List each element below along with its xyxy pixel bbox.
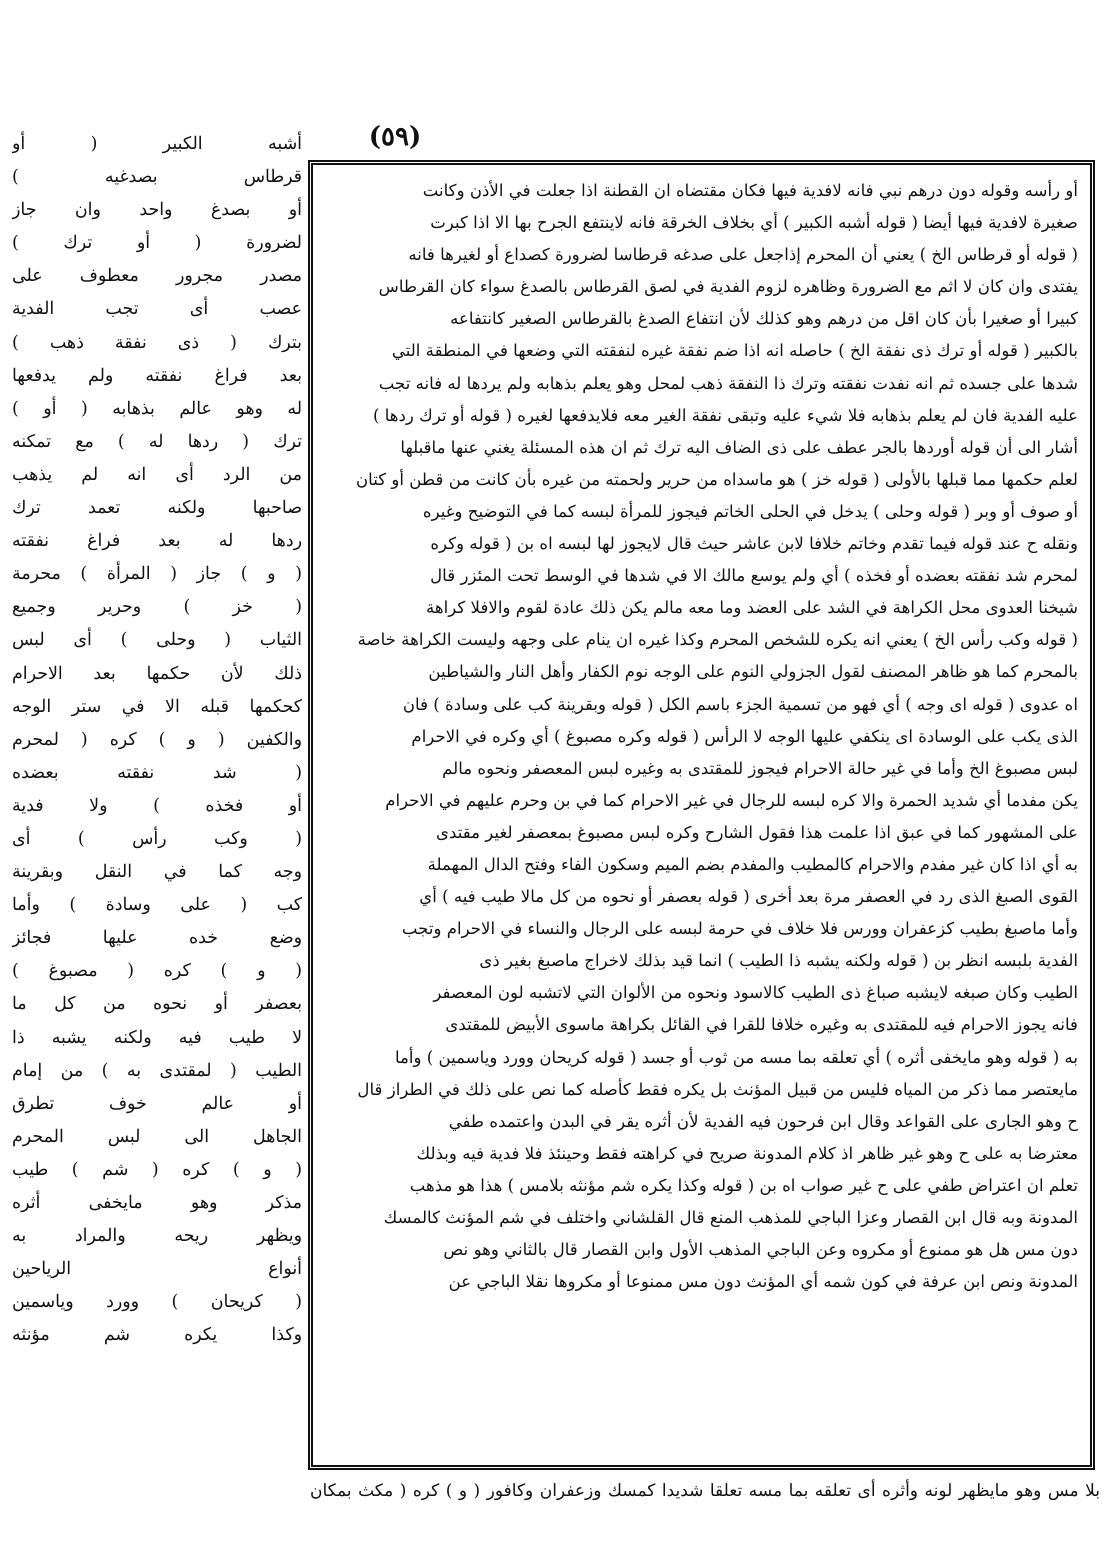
commentary-frame [308, 160, 1095, 1470]
matn-line: مذكر وهو مايخفى أثره [12, 1193, 302, 1213]
matn-line: ( خز ) وحرير وجميع [12, 597, 302, 618]
commentary-line: لبس مصبوغ الخ وأما في غير حالة الاحرام فيجوز للمقتدى به وغيره لبس المعصفر ونحوه مالم [442, 758, 1078, 778]
matn-line: كب ( على وسادة ) وأما [12, 895, 302, 916]
matn-line: ( شد نفقته بعضده [12, 762, 302, 783]
commentary-line: لمحرم شد نفقته بعضده أو فخذه ) أي ولم يوسع مالك الا في شدها في الوسط تحت المئزر قال [430, 566, 1078, 586]
matn-line: ( كريحان ) وورد وياسمين [12, 1292, 302, 1313]
matn-line: ترك ( ردها له ) مع تمكنه [12, 431, 302, 452]
commentary-line: المدونة ونص ابن عرفة في كون شمه أي المؤنث دون مس ممنوعا أو مكروها نقلا الباجي عن [448, 1272, 1078, 1292]
matn-line: لضرورة ( أو ترك ) [12, 233, 302, 254]
commentary-line: كبيرا أو صغيرا بأن كان اقل من درهم وهو كذلك لأن انتفاع الصدغ بالقرطاس الصغير كانتفاعه [450, 309, 1078, 329]
matn-line: مصدر مجرور معطوف على [12, 266, 302, 287]
matn-line: بعد فراغ نفقته ولم يدفعها [12, 365, 302, 386]
commentary-line: لعلم حكمها مما قبلها بالأولى ( قوله خز ) هو ماسداه من حرير ولحمته من غيره بأن كانت من قطن أو كتان [355, 469, 1078, 489]
commentary-line: عليه الفدية فان لم يعلم بذهابه فلا شيء عليه وتبقى نفقة الغير معه فلايدفعها لغيره ( قوله أو ترك ردها ) [372, 405, 1078, 425]
commentary-line: أو صوف أو وبر ( قوله وحلى ) يدخل في الحلى الخاتم فيجوز للمرأة لبسه كما في التوضيح وغيره [422, 501, 1078, 521]
commentary-line: فانه يجوز الاحرام فيه للمقتدى به وغيره خلافا للقرا في القائل بكراهة ماسوى الأبيض للمقتدى [445, 1015, 1078, 1035]
matn-line: ( وكب رأس ) أى [12, 828, 302, 849]
matn-line: من الرد أى انه لم يذهب [12, 464, 302, 485]
commentary-line: به أي اذا كان غير مفدم والاحرام كالمطيب والمفدم بضم الميم وسكون الفاء وفتح الدال المهملة [427, 854, 1078, 874]
commentary-line: يفتدى وان كان لا اثم مع الضرورة وظاهره لزوم الفدية في لصق القرطاس بالصدغ سواء كان القرطاس [378, 277, 1078, 297]
matn-line: أو بصدغ واحد وان جاز [12, 200, 302, 221]
matn-line: ويظهر ريحه والمراد به [12, 1226, 302, 1247]
matn-line: وجه كما في النقل وبقرينة [12, 862, 302, 883]
matn-line: ( و ) جاز ( المرأة ) محرمة [12, 564, 302, 585]
matn-line: كحكمها قبله الا في ستر الوجه [12, 696, 302, 717]
commentary-line: اه عدوى ( قوله اى وجه ) أي فهو من تسمية الجزء باسم الكل ( قوله وبقرينة كب على وسادة ) فان [402, 694, 1078, 714]
matn-line: الطيب ( لمقتدى به ) من إمام [12, 1060, 302, 1081]
matn-line: صاحبها ولكنه تعمد ترك [12, 498, 302, 519]
matn-line: له وهو عالم بذهابه ( أو ) [12, 398, 302, 419]
commentary-line: صغيرة لافدية فيها أيضا ( قوله أشبه الكبير ) أي بخلاف الخرقة فانه لاينتفع الجرح بها الا اذا كبرت [430, 213, 1078, 233]
commentary-line: تعلم ان اعتراض طفي على ح غير صواب اه بن ( قوله وكذا يكره شم مؤنثه بلامس ) هذا هو مذهب [409, 1175, 1078, 1195]
matn-line: بترك ( ذى نفقة ذهب ) [12, 332, 302, 353]
commentary-line: الفدية بلبسه انظر بن ( قوله ولكنه يشبه ذا الطيب ) انما قيد بذلك لاخراج ماصبغ بغير ذى [479, 951, 1078, 971]
matn-line: أو فخذه ) ولا فدية [12, 795, 302, 816]
commentary-text [325, 175, 1078, 1298]
commentary-line: مايعتصر مما ذكر من المياه فليس من قبيل المؤنث بل يكره فقط كأصله كما نص على ذلك في الطراز قال [357, 1079, 1078, 1099]
commentary-line: ( قوله أو قرطاس الخ ) يعني أن المحرم إذاجعل على صدغه قرطاسا لضرورة كصداع أو لغيرها فانه [408, 245, 1078, 265]
page-number: (٥٩) [368, 122, 422, 152]
matn-line: ردها له بعد فراغ نفقته [12, 531, 302, 552]
commentary-line: ( قوله وكب رأس الخ ) يعني انه يكره للشخص المحرم وكذا غيره ان ينام على وجهه وليست الكراهة خاصة [357, 630, 1078, 650]
commentary-line: أشار الى أن قوله أوردها بالجر عطف على ذى الضاف اليه ترك ثم ان هذه المسئلة يغني عنها ماقبلها [400, 437, 1078, 457]
matn-line: لا طيب فيه ولكنه يشبه ذا [12, 1027, 302, 1048]
matn-line: الثياب ( وحلى ) أى لبس [12, 630, 302, 651]
matn-line: أشبه الكبير ( أو [12, 134, 302, 154]
commentary-line: شيخنا العدوى محل الكراهة في الشد على العضد وما معه مالم يكن ذلك عادة لقوم والافلا كراهة [425, 598, 1078, 618]
commentary-line: على المشهور كما في عبق اذا علمت هذا فقول الشارح وكره لبس مصبوغ بمعصفر لغير مقتدى [436, 822, 1078, 842]
commentary-line: دون مس هل هو ممنوع أو مكروه وعن الباجي المذهب الأول وابن القصار قال بالثاني وهو نص [443, 1240, 1078, 1260]
matn-line: أو عالم خوف تطرق [12, 1093, 302, 1114]
commentary-line: ح وهو الجارى على القواعد وقال ابن فرحون فيه الفدية لأن أثره يقر في البدن واعتمده طفي [448, 1111, 1078, 1131]
matn-line: الجاهل الى لبس المحرم [12, 1126, 302, 1147]
commentary-line: بالكبير ( قوله أو ترك ذى نفقة الخ ) حاصله انه اذا ضم نفقة غيره لنفقته التي وضعها في المنطقة التي [391, 341, 1078, 361]
commentary-line: أو رأسه وقوله دون درهم نبي فانه لافدية فيها فكان مقتضاه ان القطنة اذا جعلت في الأذن وكانت [422, 181, 1078, 200]
commentary-line: شدها على جسده ثم انه نفدت نفقته وترك ذا النفقة ذهب لمحل وهو يعلم بذهابه ولم يردها له فانه تجب [378, 373, 1078, 393]
matn-line: والكفين ( و ) كره ( لمحرم [12, 729, 302, 750]
margin-matn-column [12, 128, 302, 1352]
footer-line: بلا مس وهو مايظهر لونه وأثره أى تعلقه بما مسه تعلقا شديدا كمسك وزعفران وكافور ( و ) كره ( مكث بمكان [310, 1481, 1100, 1501]
commentary-line: الذى يكب على الوسادة اى ينكفي عليها الوجه لا الرأس ( قوله وكره مصبوغ ) أي وكره في الاحرام [411, 726, 1078, 746]
matn-line: وكذا يكره شم مؤنثه [12, 1325, 302, 1346]
matn-line: عصب أى تجب الفدية [12, 299, 302, 320]
matn-line: وضع خده عليها فجائز [12, 928, 302, 949]
commentary-line: القوى الصبغ الذى رد في العصفر مرة بعد أخرى ( قوله بعصفر أو نحوه من كل مالا طيب فيه ) أي [419, 887, 1078, 907]
commentary-line: بالمحرم كما هو ظاهر المصنف لقول الجزولي النوم على الوجه نوم الكفار وأهل النار والشياطين [428, 662, 1078, 682]
commentary-line: معترضا به على ح وهو غير ظاهر اذ كلام المدونة صريح في كراهته فقط وحينئذ فلا فدية فيه وبذلك [416, 1143, 1078, 1163]
commentary-line: الطيب وكان صبغه لايشبه صباغ ذى الطيب كالاسود ونحوه من الألوان التي لاتشبه لون المعصفر [433, 983, 1078, 1003]
matn-line: بعصفر أو نحوه من كل ما [12, 994, 302, 1015]
commentary-line: به ( قوله وهو مايخفى أثره ) أي تعلقه بما مسه من ثوب أو جسد ( قوله كريحان وورد وياسمين ) وأما [394, 1047, 1078, 1067]
commentary-line: وأما ماصبغ بطيب كزعفران وورس فلا خلاف في حرمة لبسه على الرجال والنساء في الاحرام وتجب [401, 919, 1078, 939]
commentary-line: يكن مفدما أي شديد الحمرة والا كره لبسه للرجال في غير الاحرام كما في بن وحرم عليهم في الاحرام [385, 790, 1078, 810]
matn-line: قرطاس بصدغيه ) [12, 167, 302, 188]
matn-line: ذلك لأن حكمها بعد الاحرام [12, 663, 302, 684]
matn-line: ( و ) كره ( مصبوغ ) [12, 961, 302, 982]
matn-line: ( و ) كره ( شم ) طيب [12, 1159, 302, 1180]
commentary-line: ونقله ح عند قوله فيما تقدم وخاتم خلافا لابن عاشر حيث قال لايجوز لها لبسه اه بن ( قوله وكره [430, 534, 1078, 554]
commentary-line: المدونة وبه قال ابن القصار وعزا الباجي للمذهب المنع قال القلشاني واختلف في شم المؤنث كالمسك [383, 1208, 1078, 1227]
matn-line: أنواع الرياحين [12, 1259, 302, 1280]
